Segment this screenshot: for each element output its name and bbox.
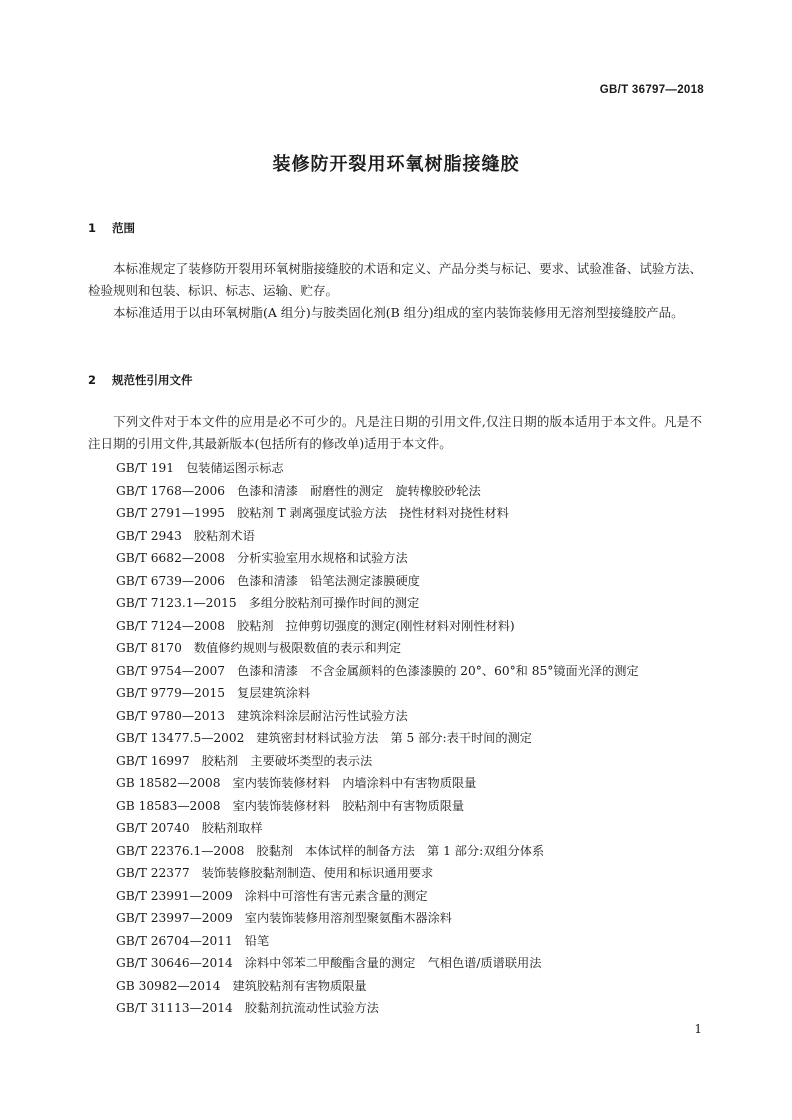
reference-item bbox=[116, 502, 639, 525]
reference-title: 色漆和清漆 耐磨性的测定 旋转橡胶砂轮法 bbox=[237, 483, 481, 498]
reference-item bbox=[116, 615, 639, 638]
reference-title: 分析实验室用水规格和试验方法 bbox=[237, 551, 408, 565]
reference-item bbox=[116, 682, 639, 705]
reference-code: GB/T 191 bbox=[116, 461, 175, 475]
reference-item bbox=[116, 907, 639, 930]
reference-title: 胶黏剂 本体试样的制备方法 第 1 部分:双组分体系 bbox=[256, 843, 545, 858]
reference-item bbox=[116, 525, 639, 548]
reference-title: 室内装饰装修材料 内墙涂料中有害物质限量 bbox=[232, 776, 477, 790]
normative-references-list bbox=[116, 457, 639, 1020]
reference-title: 胶黏剂抗流动性试验方法 bbox=[244, 1001, 379, 1015]
reference-title: 室内装饰装修材料 胶粘剂中有害物质限量 bbox=[232, 798, 465, 813]
reference-title: 色漆和清漆 铅笔法测定漆膜硬度 bbox=[237, 573, 420, 588]
section-1-paragraph-2: 本标准适用于以由环氧树脂(A 组分)与胺类固化剂(B 组分)组成的室内装饰装修用无溶剂型接缝胶产品。 bbox=[113, 305, 684, 320]
reference-item bbox=[116, 705, 639, 728]
reference-code: GB/T 30646—2014 bbox=[116, 956, 233, 970]
reference-title: 胶粘剂 拉伸剪切强度的测定(刚性材料对刚性材料) bbox=[237, 618, 515, 633]
section-1-paragraph-1: 本标准规定了装修防开裂用环氧树脂接缝胶的术语和定义、产品分类与标记、要求、试验准备、试验方法、检验规则和包装、标识、标志、运输、贮存。 bbox=[88, 261, 702, 298]
reference-title: 胶粘剂术语 bbox=[193, 528, 255, 543]
reference-title: 建筑密封材料试验方法 第 5 部分:表干时间的测定 bbox=[256, 731, 532, 745]
reference-title: 室内装饰装修用溶剂型聚氨酯木器涂料 bbox=[244, 911, 452, 925]
document-title: 装修防开裂用环氧树脂接缝胶 bbox=[272, 154, 520, 175]
reference-code: GB/T 8170 bbox=[116, 641, 182, 655]
reference-code: GB/T 23997—2009 bbox=[116, 911, 233, 925]
reference-code: GB 18582—2008 bbox=[116, 776, 221, 790]
reference-title: 胶粘剂 T 剥离强度试验方法 挠性材料对挠性材料 bbox=[237, 506, 509, 520]
reference-code: GB/T 22377 bbox=[116, 866, 190, 880]
reference-title: 胶粘剂取样 bbox=[201, 821, 263, 835]
reference-item bbox=[116, 817, 639, 840]
reference-code: GB/T 26704—2011 bbox=[116, 933, 233, 948]
reference-item bbox=[116, 727, 639, 750]
reference-code: GB/T 16997 bbox=[116, 753, 190, 768]
page-number: 1 bbox=[694, 1022, 702, 1036]
reference-item bbox=[116, 975, 639, 998]
reference-item bbox=[116, 885, 639, 908]
reference-item bbox=[116, 592, 639, 615]
reference-item bbox=[116, 862, 639, 885]
reference-code: GB 30982—2014 bbox=[116, 978, 221, 993]
reference-item bbox=[116, 997, 639, 1020]
section-2-number: 2 bbox=[88, 373, 97, 387]
reference-code: GB/T 7124—2008 bbox=[116, 618, 226, 633]
reference-title: 色漆和清漆 不含金属颜料的色漆漆膜的 20°、60°和 85°镜面光泽的测定 bbox=[237, 663, 639, 678]
reference-item bbox=[116, 750, 639, 773]
reference-item bbox=[116, 660, 639, 683]
reference-code: GB/T 6739—2006 bbox=[116, 573, 226, 588]
reference-title: 铅笔 bbox=[244, 933, 270, 948]
reference-code: GB/T 9779—2015 bbox=[116, 686, 226, 700]
reference-item bbox=[116, 772, 639, 795]
reference-code: GB/T 9780—2013 bbox=[116, 708, 226, 723]
reference-code: GB/T 23991—2009 bbox=[116, 888, 233, 903]
reference-title: 数值修约规则与极限数值的表示和判定 bbox=[193, 641, 402, 655]
reference-code: GB/T 6682—2008 bbox=[116, 551, 226, 565]
reference-title: 复层建筑涂料 bbox=[237, 686, 311, 700]
reference-code: GB/T 22376.1—2008 bbox=[116, 843, 245, 858]
reference-title: 多组分胶粘剂可操作时间的测定 bbox=[248, 596, 420, 610]
reference-item bbox=[116, 457, 639, 480]
standard-number: GB/T 36797—2018 bbox=[599, 84, 704, 96]
reference-title: 建筑胶粘剂有害物质限量 bbox=[232, 978, 367, 993]
reference-item bbox=[116, 637, 639, 660]
reference-title: 涂料中邻苯二甲酸酯含量的测定 气相色谱/质谱联用法 bbox=[244, 956, 542, 970]
reference-item bbox=[116, 795, 639, 818]
reference-title: 涂料中可溶性有害元素含量的测定 bbox=[244, 888, 428, 903]
section-1-number: 1 bbox=[88, 221, 97, 235]
section-1-title: 范围 bbox=[112, 221, 135, 235]
reference-item bbox=[116, 840, 639, 863]
reference-title: 装饰装修胶黏剂制造、使用和标识通用要求 bbox=[201, 866, 434, 880]
reference-code: GB/T 2943 bbox=[116, 528, 182, 543]
reference-title: 包装储运图示标志 bbox=[186, 461, 284, 475]
reference-item bbox=[116, 570, 639, 593]
reference-code: GB/T 7123.1—2015 bbox=[116, 596, 237, 610]
reference-code: GB/T 13477.5—2002 bbox=[116, 731, 245, 745]
reference-item bbox=[116, 480, 639, 503]
reference-code: GB 18583—2008 bbox=[116, 798, 221, 813]
reference-item bbox=[116, 930, 639, 953]
reference-item bbox=[116, 952, 639, 975]
section-2-title: 规范性引用文件 bbox=[112, 373, 193, 387]
reference-code: GB/T 31113—2014 bbox=[116, 1001, 233, 1015]
reference-item bbox=[116, 547, 639, 570]
section-2-heading bbox=[88, 372, 193, 388]
reference-code: GB/T 2791—1995 bbox=[116, 506, 226, 520]
section-1-heading bbox=[88, 220, 135, 236]
reference-code: GB/T 9754—2007 bbox=[116, 663, 226, 678]
reference-title: 建筑涂料涂层耐沾污性试验方法 bbox=[237, 708, 408, 723]
reference-title: 胶粘剂 主要破坏类型的表示法 bbox=[201, 753, 373, 768]
section-2-intro: 下列文件对于本文件的应用是必不可少的。凡是注日期的引用文件,仅注日期的版本适用于本文件。凡是不注日期的引用文件,其最新版本(包括所有的修改单)适用于本文件。 bbox=[88, 414, 702, 451]
reference-code: GB/T 1768—2006 bbox=[116, 483, 226, 498]
reference-code: GB/T 20740 bbox=[116, 821, 190, 835]
